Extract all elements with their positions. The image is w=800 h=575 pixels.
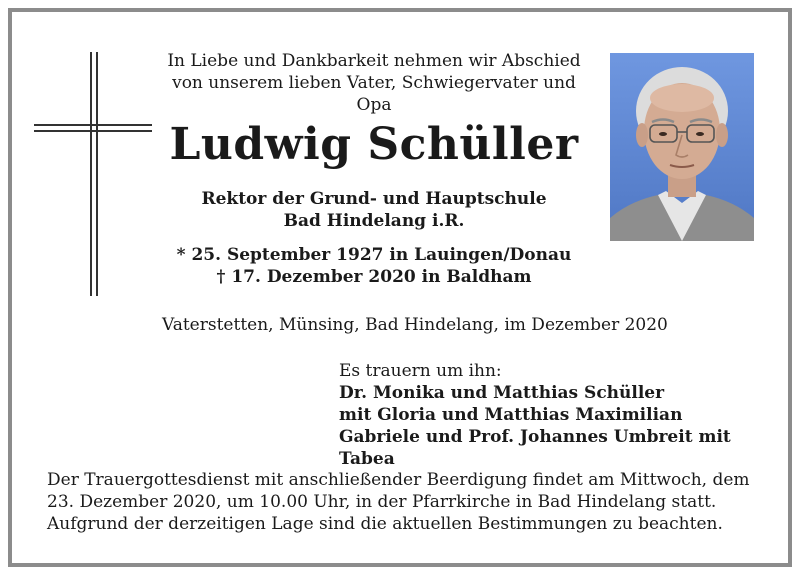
intro-line-2: von unserem lieben Vater, Schwiegervater und Opa	[172, 73, 576, 115]
place-and-date: Vaterstetten, Münsing, Bad Hindelang, im Dezember 2020	[162, 315, 668, 335]
deceased-name: Ludwig Schüller	[169, 119, 579, 170]
mourners-intro: Es trauern um ihn:	[339, 361, 502, 381]
portrait-photo	[610, 53, 754, 241]
mourner-line: Dr. Monika und Matthias Schüller	[339, 383, 665, 403]
service-line-1: Der Trauergottesdienst mit anschließender Beerdigung findet am Mittwoch, dem	[47, 470, 750, 490]
role-line-2: Bad Hindelang i.R.	[283, 211, 465, 231]
intro-line-1: In Liebe und Dankbarkeit nehmen wir Abschied	[167, 51, 581, 71]
deceased-role	[152, 188, 596, 232]
death-date: † 17. Dezember 2020 in Baldham	[216, 267, 532, 287]
intro-text	[152, 50, 596, 116]
cross-icon	[34, 52, 152, 296]
mourner-line: Gabriele und Prof. Johannes Umbreit mit Tabea	[339, 427, 731, 469]
role-line-1: Rektor der Grund- und Hauptschule	[201, 189, 547, 209]
service-line-3: Aufgrund der derzeitigen Lage sind die aktuellen Bestimmungen zu beachten.	[47, 514, 723, 534]
mourner-line: mit Gloria und Matthias Maximilian	[339, 405, 683, 425]
mourners-block	[339, 360, 779, 470]
service-line-2: 23. Dezember 2020, um 10.00 Uhr, in der Pfarrkirche in Bad Hindelang statt.	[47, 492, 717, 512]
service-info	[47, 469, 767, 535]
life-dates	[152, 244, 596, 288]
birth-date: * 25. September 1927 in Lauingen/Donau	[176, 245, 572, 265]
